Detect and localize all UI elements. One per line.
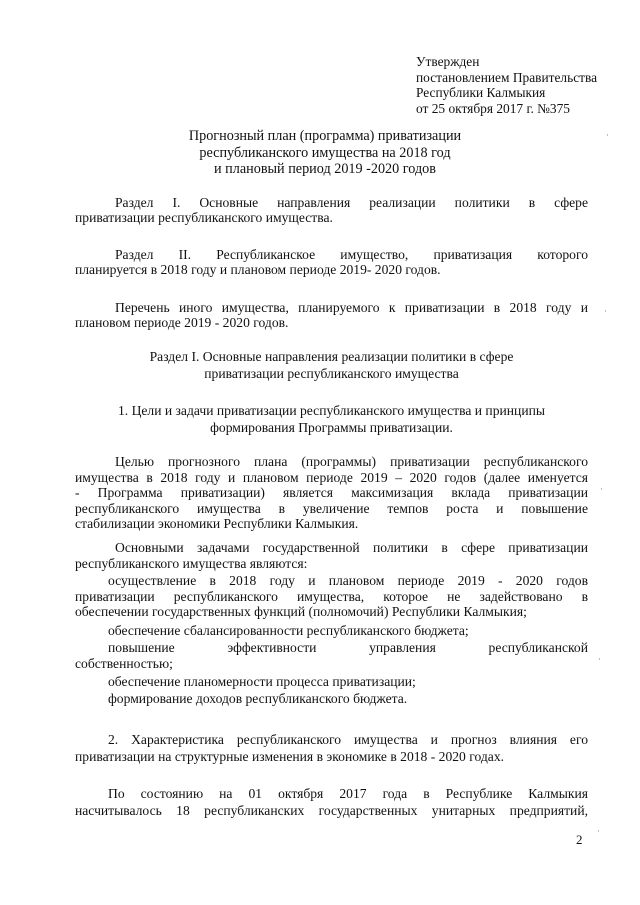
title-line: Прогнозный план (программа) приватизации <box>188 128 462 144</box>
text-line: По состоянию на 01 октября 2017 года в Республике Калмыкия <box>108 786 588 801</box>
text-line: плановом периоде 2019 - 2020 годов. <box>75 315 289 330</box>
toc-section-1 <box>75 195 588 225</box>
scan-speck: · <box>597 826 600 836</box>
title-line: республиканского имущества на 2018 год <box>199 144 451 161</box>
text-line: Перечень иного имущества, планируемого к приватизации в 2018 году и <box>115 300 588 315</box>
approval-line: постановлением Правительства <box>416 69 598 85</box>
approval-line: Утвержден <box>416 54 480 69</box>
text-line: приватизации республиканского имущества. <box>75 210 333 225</box>
heading-line: Раздел I. Основные направления реализации политики в сфере <box>149 349 514 364</box>
task-item-2 <box>75 623 588 639</box>
approval-block <box>416 54 597 116</box>
text-line: формирование доходов республиканского бюджета. <box>108 691 408 706</box>
tasks-intro <box>75 540 588 571</box>
heading-line: приватизации на структурные изменения в экономике в 2018 - 2020 годах. <box>75 749 505 764</box>
scan-speck: · <box>606 130 609 140</box>
heading-line: формирования Программы приватизации. <box>210 420 453 435</box>
text-line: насчитывалось 18 республиканских государственных унитарных предприятий, <box>75 803 588 818</box>
goal-paragraph <box>75 454 588 532</box>
text-line: имущества в 2018 году и плановом периоде 2019 – 2020 годов (далее именуется <box>75 469 588 485</box>
text-line: Раздел II. Республиканское имущество, приватизация которого <box>115 247 588 262</box>
text-line: приватизации республиканского имущества, которое не задействовано в <box>75 588 588 604</box>
text-line: обеспечение планомерности процесса приватизации; <box>108 674 416 689</box>
task-item-5 <box>75 691 588 707</box>
text-line: - Программа приватизации) является максимизация вклада приватизации <box>75 485 588 500</box>
text-line: обеспечении государственных функций (полномочий) Республики Калмыкия; <box>75 604 527 619</box>
task-item-4 <box>75 674 588 690</box>
scan-speck: · <box>604 306 607 316</box>
text-line: Раздел I. Основные направления реализации политики в сфере <box>115 195 588 210</box>
task-item-3 <box>75 640 588 671</box>
status-paragraph <box>75 785 588 819</box>
text-line: повышение эффективности управления республиканской <box>108 640 588 655</box>
approval-line: от 25 октября 2017 г. №375 <box>416 100 570 116</box>
text-line: республиканского имущества являются: <box>75 555 308 571</box>
text-line: Целью прогнозного плана (программы) приватизации республиканского <box>115 454 588 469</box>
subsection-2-heading <box>75 731 588 765</box>
text-line: планируется в 2018 году и плановом периоде 2019- 2020 годов. <box>75 262 441 277</box>
heading-line: 2. Характеристика республиканского имущества и прогноз влияния его <box>108 732 588 747</box>
page-number: 2 <box>576 832 583 847</box>
toc-section-2 <box>75 247 588 277</box>
text-line: стабилизации экономики Республики Калмыкия. <box>75 516 359 531</box>
scan-speck: · <box>600 484 603 494</box>
text-line: республиканского имущества в увеличение темпов роста и повышение <box>75 500 588 516</box>
approval-line: Республики Калмыкия <box>416 85 546 100</box>
scan-speck: · <box>598 654 601 664</box>
document-title <box>130 128 520 178</box>
task-item-1 <box>75 573 588 620</box>
subsection-1-heading <box>75 402 588 436</box>
heading-line: приватизации республиканского имущества <box>204 366 459 381</box>
heading-line: 1. Цели и задачи приватизации республиканского имущества и принципы <box>117 403 546 418</box>
text-line: Основными задачами государственной политики в сфере приватизации <box>115 540 588 555</box>
toc-other <box>75 300 588 330</box>
section-1-heading <box>75 348 588 382</box>
text-line: обеспечение сбалансированности республиканского бюджета; <box>108 623 469 638</box>
title-line: и плановый период 2019 -2020 годов <box>214 161 436 177</box>
text-line: собственностью; <box>75 655 173 671</box>
text-line: осуществление в 2018 году и плановом периоде 2019 - 2020 годов <box>108 573 588 588</box>
